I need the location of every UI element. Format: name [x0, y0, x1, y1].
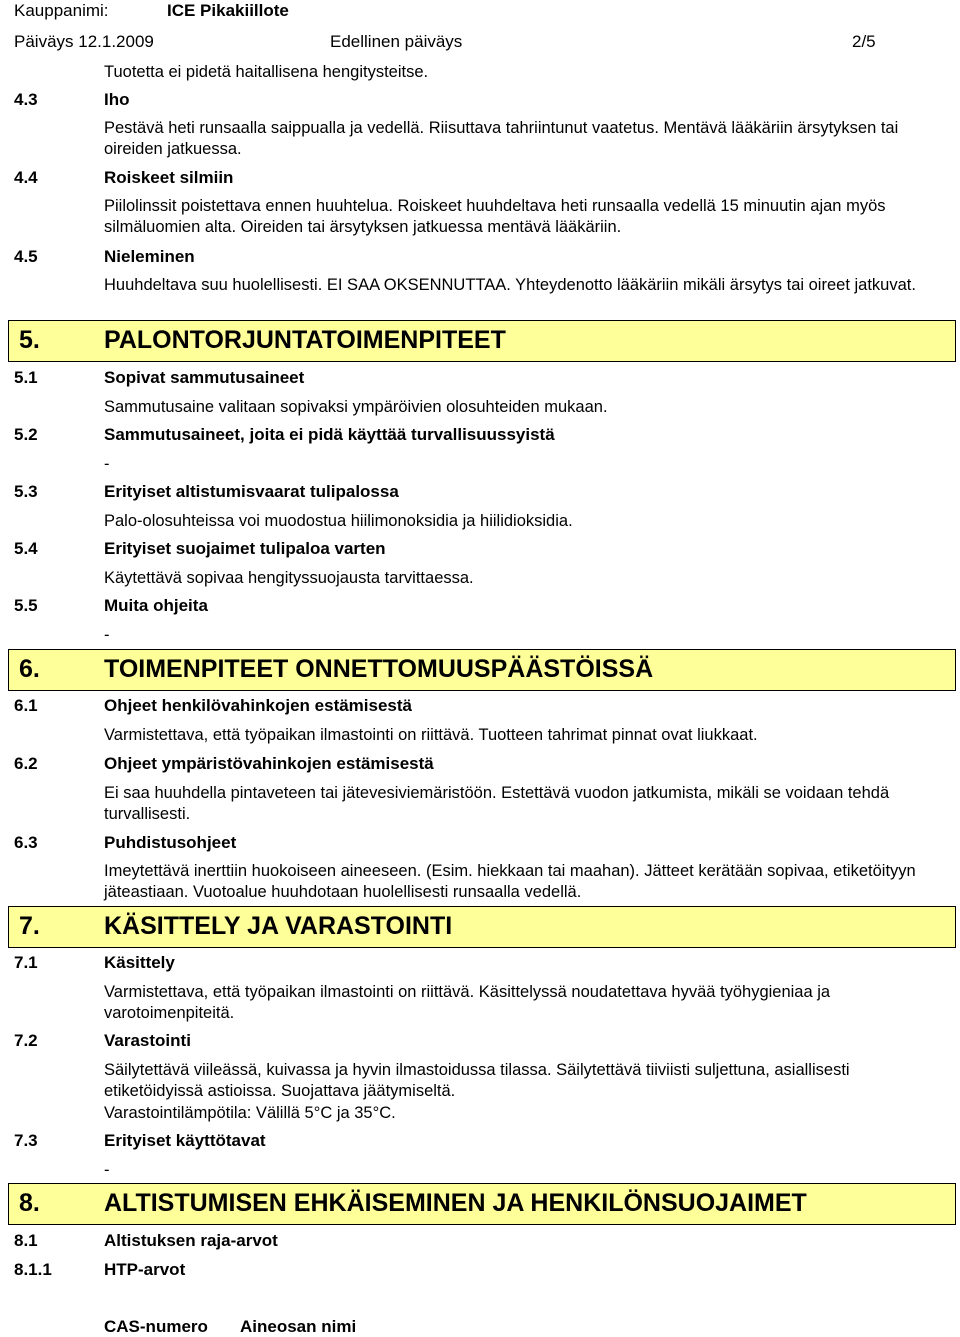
s63-text: Imeytettävä inerttiin huokoiseen aineeseen. (Esim. hiekkaan tai maahan). Jätteet kerätään sopivaa, etiketöityyn jäteastiaan. Vuotoalue huuhdotaan huolellisesti runsaalla vedellä.: [104, 862, 916, 901]
s63-title: Puhdistusohjeet: [104, 833, 237, 852]
section-5-number: 5.: [19, 326, 40, 354]
s53-text: Palo-olosuhteissa voi muodostua hiilimonoksidia ja hiilidioksidia.: [104, 512, 573, 530]
section-8-number: 8.: [19, 1189, 40, 1217]
s71-number: 7.1: [14, 953, 38, 972]
s54-title: Erityiset suojaimet tulipaloa varten: [104, 539, 386, 558]
section-7-number: 7.: [19, 912, 40, 940]
s53-number: 5.3: [14, 482, 38, 501]
column-header-ingredient-name: Aineosan nimi: [240, 1317, 357, 1336]
s72-storage-temperature: Varastointilämpötila: Välillä 5°C ja 35°C.: [104, 1104, 396, 1122]
s53-title: Erityiset altistumisvaarat tulipalossa: [104, 482, 399, 501]
prev-date-label: Edellinen päiväys: [330, 32, 463, 51]
s81-title: Altistuksen raja-arvot: [104, 1231, 278, 1250]
tradename-value: ICE Pikakiillote: [167, 1, 289, 20]
s61-title: Ohjeet henkilövahinkojen estämisestä: [104, 696, 413, 715]
s54-number: 5.4: [14, 539, 38, 558]
s71-text: Varmistettava, että työpaikan ilmastointi on riittävä. Käsittelyssä noudatettava hyvää työhygieniaa ja varotoimenpiteitä.: [104, 983, 831, 1022]
section-8-title: ALTISTUMISEN EHKÄISEMINEN JA HENKILÖNSUOJAIMET: [104, 1189, 807, 1217]
s61-text: Varmistettava, että työpaikan ilmastointi on riittävä. Tuotteen tahrimat pinnat ovat liukkaat.: [104, 726, 758, 744]
s62-text: Ei saa huuhdella pintaveteen tai jätevesiviemäristöön. Estettävä vuodon jatkumista, mikäli se voidaan tehdä turvallisesti.: [104, 784, 890, 823]
s72-number: 7.2: [14, 1031, 38, 1050]
s811-number: 8.1.1: [14, 1260, 52, 1279]
s55-title: Muita ohjeita: [104, 596, 208, 615]
s51-text: Sammutusaine valitaan sopivaksi ympäröivien olosuhteiden mukaan.: [104, 398, 608, 416]
s45-text: Huuhdeltava suu huolellisesti. EI SAA OKSENNUTTAA. Yhteydenotto lääkäriin mikäli ärsytys tai oireet jatkuvat.: [104, 276, 916, 294]
section-8-header: [8, 1183, 956, 1225]
section-7-title: KÄSITTELY JA VARASTOINTI: [104, 912, 453, 940]
section-6-number: 6.: [19, 655, 40, 683]
s811-title: HTP-arvot: [104, 1260, 186, 1279]
s52-number: 5.2: [14, 425, 38, 444]
s43-text: Pestävä heti runsaalla saippualla ja vedellä. Riisuttava tahriintunut vaatetus. Mentävä lääkäriin ärsytyksen tai oireiden jatkuessa.: [104, 119, 899, 158]
column-header-cas: CAS-numero: [104, 1317, 208, 1336]
s52-text: -: [104, 455, 110, 473]
s4-intro-text: Tuotetta ei pidetä haitallisena hengitysteitse.: [104, 63, 429, 81]
s73-text: -: [104, 1161, 110, 1179]
s71-title: Käsittely: [104, 953, 175, 972]
s72-text: Säilytettävä viileässä, kuivassa ja hyvin ilmastoidussa tilassa. Säilytettävä tiiviisti suljettuna, asiallisesti etiketöidyissä astioissa. Suojattava jäätymiseltä.: [104, 1061, 850, 1100]
section-6-header: [8, 649, 956, 691]
s81-number: 8.1: [14, 1231, 38, 1250]
s43-title: Iho: [104, 90, 130, 109]
s54-text: Käytettävä sopivaa hengityssuojausta tarvittaessa.: [104, 569, 474, 587]
tradename-label: Kauppanimi:: [14, 1, 109, 20]
s51-title: Sopivat sammutusaineet: [104, 368, 305, 387]
s61-number: 6.1: [14, 696, 38, 715]
section-5-header: [8, 320, 956, 362]
s44-title: Roiskeet silmiin: [104, 168, 234, 187]
s45-number: 4.5: [14, 247, 38, 266]
s63-number: 6.3: [14, 833, 38, 852]
s55-text: -: [104, 626, 110, 644]
s72-title: Varastointi: [104, 1031, 191, 1050]
s52-title: Sammutusaineet, joita ei pidä käyttää turvallisuussyistä: [104, 425, 555, 444]
s55-number: 5.5: [14, 596, 38, 615]
date-label: Päiväys 12.1.2009: [14, 32, 154, 51]
s44-number: 4.4: [14, 168, 38, 187]
s62-title: Ohjeet ympäristövahinkojen estämisestä: [104, 754, 434, 773]
s43-number: 4.3: [14, 90, 38, 109]
s45-title: Nieleminen: [104, 247, 195, 266]
s73-number: 7.3: [14, 1131, 38, 1150]
section-7-header: [8, 906, 956, 948]
s51-number: 5.1: [14, 368, 38, 387]
s73-title: Erityiset käyttötavat: [104, 1131, 266, 1150]
s62-number: 6.2: [14, 754, 38, 773]
page-number: 2/5: [852, 32, 876, 51]
s44-text: Piilolinssit poistettava ennen huuhtelua. Roiskeet huuhdeltava heti runsaalla vedellä 15 minuutin ajan myös silmäluomien alta. Oireiden tai ärsytyksen jatkuessa mentävä lääkäriin.: [104, 197, 886, 236]
section-5-title: PALONTORJUNTATOIMENPITEET: [104, 326, 506, 354]
section-6-title: TOIMENPITEET ONNETTOMUUSPÄÄSTÖISSÄ: [104, 655, 654, 683]
